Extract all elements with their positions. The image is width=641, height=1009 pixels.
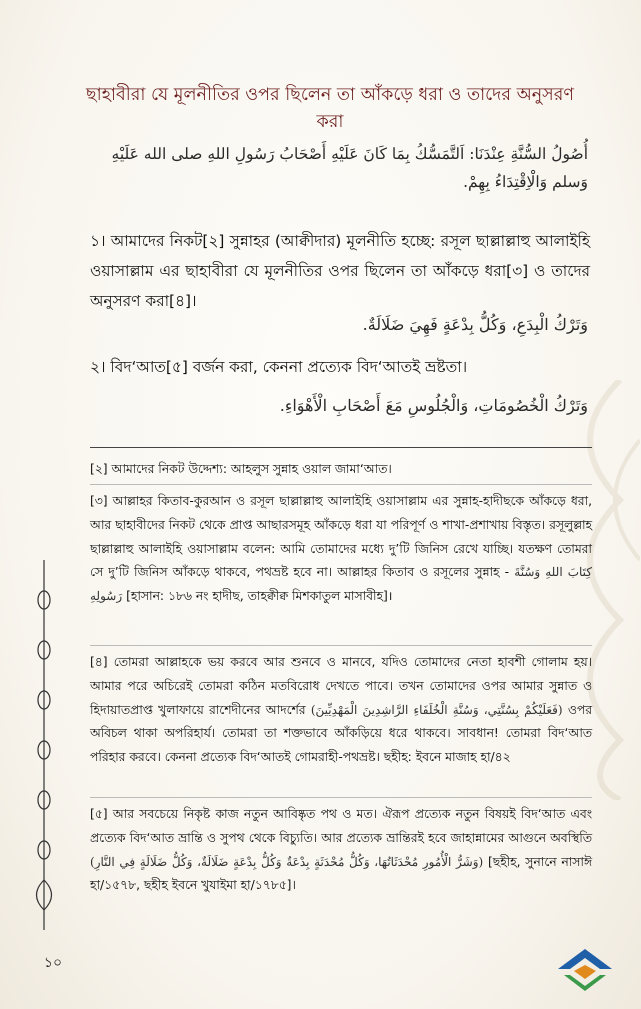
- footnote-separator: [90, 645, 592, 646]
- footnote-4-arabic: (فَعَلَيْكُمْ بِسُنَّتِي، وَسُنَّةِ الْخُلَفَاءِ الرَّاشِدِينَ الْمَهْدِيِّينَ): [310, 702, 563, 717]
- arabic-line-1: وَتَرْكُ الْبِدَعِ، وَكُلُّ بِدْعَةٍ فَهِيَ ضَلَالَةٌ.: [362, 315, 588, 334]
- arabic-intro-line-2: وَسلم وَالْاِقْتِدَاءُ بِهِمْ.: [463, 173, 588, 191]
- point-1-text: ১। আমাদের নিকট[২] সুন্নাহর (আক্বীদার) মূলনীতি হচ্ছে: রসূল ছাল্লাল্লাহু আলাইহি ওয়াসাল্লাম এর ছাহাবীরা যে মূলনীতির ওপর ছিলেন তা আঁকড়ে ধরা[৩] ও তাদের অনুসরণ করা[৪]।: [90, 232, 590, 310]
- footnote-4-text: [৪] তোমরা আল্লাহকে ভয় করবে আর শুনবে ও মানবে, যদিও তোমাদের নেতা হাবশী গোলাম হয়। আমার পরে অচিরেই তোমরা কঠিন মতবিরোধ দেখতে পাবে। তখন তোমাদের ওপর আমার সুন্নাত ও হিদায়াতপ্রাপ্ত খুলাফায়ে রাশেদীনের আদর্শের: [90, 655, 592, 717]
- footnote-4: [90, 651, 592, 770]
- footnote-3: [90, 490, 592, 609]
- side-vine-ornament-icon: [24, 560, 64, 930]
- publisher-logo-icon: [550, 945, 620, 1000]
- footnote-5-reference: [ছহীহ, সুনানে নাসাঈ হা/১৫৭৮, ছহীহ ইবনে খুযাইমা হা/১৭৮৫]।: [90, 854, 592, 893]
- footnote-2: [২] আমাদের নিকট উদ্দেশ্য: আহলুস সুন্নাহ ওয়াল জামা‘আত।: [90, 462, 392, 476]
- footnote-5-text: [৫] আর সবচেয়ে নিকৃষ্ট কাজ নতুন আবিষ্কৃত পথ ও মত। ঐরূপ প্রত্যেক নতুন বিষয়ই বিদ‘আত এবং প্রত্যেক বিদ‘আত ভ্রান্তি ও সুপথ থেকে বিচ্যুতি। আর প্রত্যেক ভ্রান্তিরই হবে জাহান্নামের আগুনে অবস্থিতি: [90, 807, 592, 845]
- footnote-3-text: [৩] আল্লাহর কিতাব-কুরআন ও রসূল ছাল্লাল্লাহু আলাইহি ওয়াসাল্লাম এর সুন্নাহ-হাদীছকে আঁকড়ে ধরা, আর ছাহাবীদের নিকট থেকে প্রাপ্ত আছারসমূহ আঁকড়ে ধরা যা পরিপূর্ণ ও শাখা-প্রশাখায় বিস্তৃত। রসূলুল্লাহ ছাল্লাল্লাহু আলাইহি ওয়াসাল্লাম বলেন: আমি তোমাদের মধ্যে দু’টি জিনিস রেখে যাচ্ছি। যতক্ষণ তোমরা সে দু’টি জিনিস আঁকড়ে থাকবে, পথভ্রষ্ট হবে না। আল্লাহর কিতাব ও রসূলের সুন্নাহ -: [90, 494, 592, 580]
- footnote-divider: [90, 447, 592, 448]
- point-2-text: ২। বিদ‘আত[৫] বর্জন করা, কেননা প্রত্যেক বিদ‘আতই ভ্রষ্টতা।: [90, 358, 468, 376]
- arabic-line-2: وَتَرْكُ الْخُصُومَاتِ، وَالْجُلُوسِ مَعَ أَصْحَابِ الْأَهْوَاءِ.: [279, 396, 588, 415]
- footnote-separator: [90, 797, 592, 798]
- footnote-4-text-continued: ওপর অবিচল থাকা অপরিহার্য। তোমরা তা শক্তভাবে আঁকড়িয়ে ধরে থাকবে। সাবধান! তোমরা বিদ‘আত পরিহার করবে। কেননা প্রত্যেক বিদ‘আতই গোমরাহী-পথভ্রষ্ট। ছহীহ: ইবনে মাজাহ হা/৪২: [90, 702, 592, 765]
- footnote-3-reference: [হাসান: ১৮৬ নং হাদীছ, তাহক্বীক্ব মিশকাতুল মাসাবীহ]।: [126, 589, 393, 604]
- footnote-5: [90, 803, 592, 898]
- footnote-5-arabic: (وَشَرُّ الْأُمُورِ مُحْدَثَاتُهَا، وَكُلُّ مُحْدَثَةٍ بِدْعَةٌ وَكُلُّ بِدْعَةٍ ضَلَالَةٌ، وَكُلُّ ضَلَالَةٍ فِي النَّارِ): [90, 854, 484, 869]
- page-title: ছাহাবীরা যে মূলনীতির ওপর ছিলেন তা আঁকড়ে ধরা ও তাদের অনুসরণ করা: [86, 85, 574, 132]
- arabic-intro-text: [92, 140, 588, 196]
- page-number: ১০: [43, 955, 63, 971]
- footnote-3-arabic: كِتَابَ اللهِ وَسُنَّةَ رَسُولِهِ: [90, 565, 593, 604]
- footnote-separator: [90, 484, 592, 485]
- arabic-intro-line-1: أُصُولُ السُّنَّةِ عِنْدَنَا: اَلتَّمَسُّكُ بِمَا كَانَ عَلَيْهِ أَصْحَابُ رَسُولِ اللهِ صلى الله عَلَيْهِ: [111, 145, 588, 163]
